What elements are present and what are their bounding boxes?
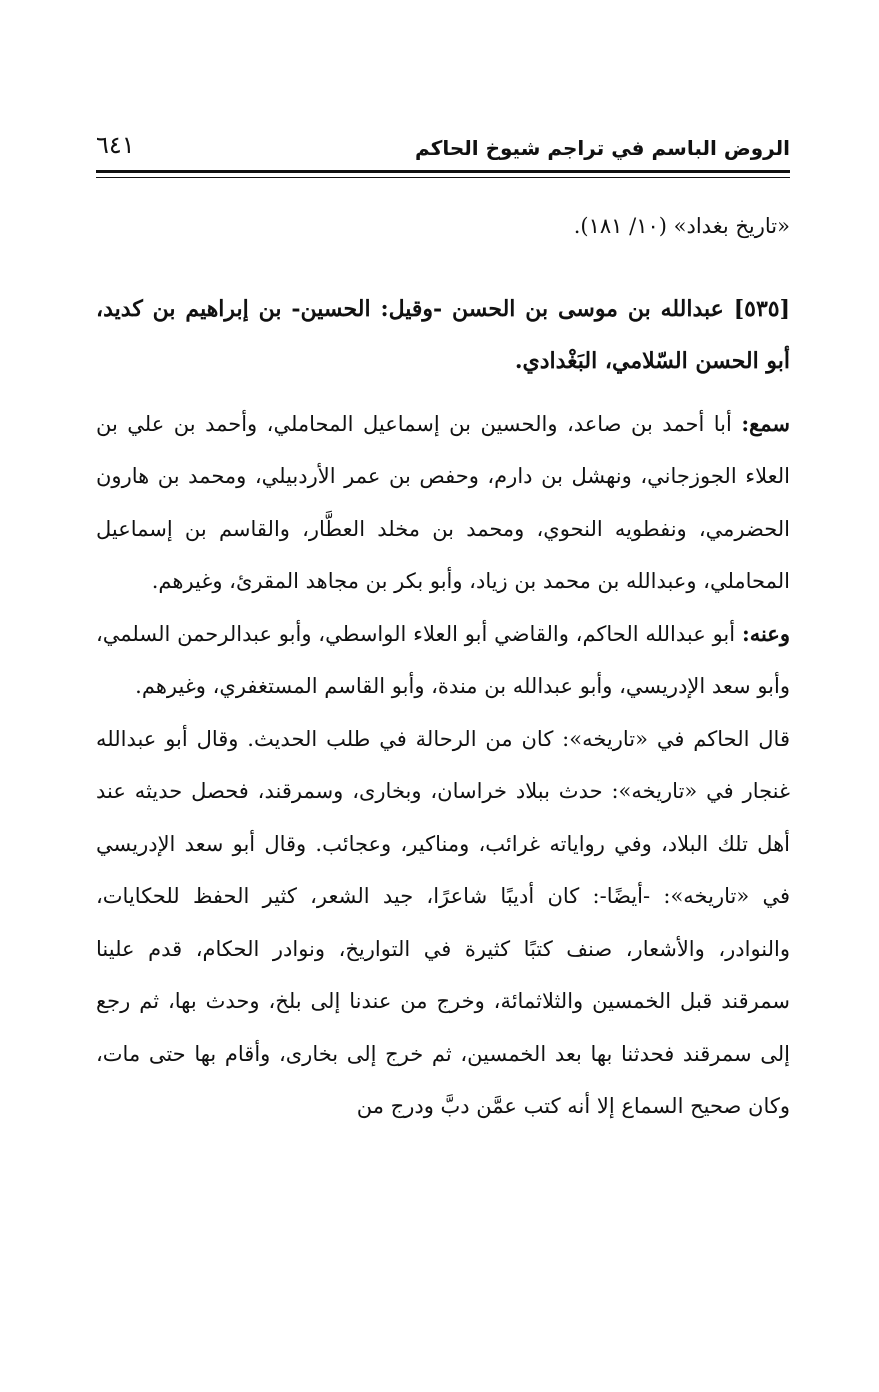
assessment-text: قال الحاكم في «تاريخه»: كان من الرحالة في طلب الحديث. وقال أبو عبدالله غنجار في «تاريخه»: حدث ببلاد خراسان، وبخارى، وسمرقند، فحصل حديثه عند أهل تلك البلاد، وفي رواياته غرائب، ومناكير، وعجائب. وقال أبو سعد الإدريسي في «تاريخه»: -أيضًا-: كان أديبًا شاعرًا، جيد الشعر، كثير الحفظ للحكايات، والنوادر، والأشعار، صنف كتبًا كثيرة في التواريخ، ونوادر الحكام، قدم علينا سمرقند قبل الخمسين والثلاثمائة، وخرج من عندنا إلى بلخ، وحدث بها، ثم رجع إلى سمرقند فحدثنا بها بعد الخمسين، ثم خرج إلى بخارى، وأقام بها حتى مات، وكان صحيح السماع إلا أنه كتب عمَّن دبَّ ودرج من bbox=[96, 726, 790, 1118]
entry-title: عبدالله بن موسى بن الحسن -وقيل: الحسين- بن إبراهيم بن كديد، أبو الحسن السّلامي، البَغْدادي. bbox=[96, 295, 790, 374]
entry-heading bbox=[96, 283, 790, 388]
entry-number: [٥٣٥] bbox=[733, 295, 790, 322]
heard-label: سمع: bbox=[741, 410, 790, 436]
book-page bbox=[96, 0, 790, 1392]
page-number: ٦٤١ bbox=[96, 131, 135, 159]
narrators-paragraph bbox=[96, 608, 790, 713]
heard-text: أبا أحمد بن صاعد، والحسين بن إسماعيل المحاملي، وأحمد بن علي بن العلاء الجوزجاني، ونهشل بن دارم، وحفص بن عمر الأردبيلي، ومحمد بن هارون الحضرمي، ونفطويه النحوي، ومحمد بن مخلد العطَّار، والقاسم بن إسماعيل المحاملي، وعبدالله بن محمد بن زياد، وأبو بكر بن مجاهد المقرئ، وغيرهم. bbox=[96, 411, 790, 593]
source-reference: «تاريخ بغداد» (١٠/ ١٨١). bbox=[573, 214, 790, 238]
running-title: الروض الباسم في تراجم شيوخ الحاكم bbox=[415, 136, 790, 160]
page-header bbox=[96, 128, 790, 168]
assessment-paragraph bbox=[96, 713, 790, 1133]
header-rule bbox=[96, 170, 790, 173]
header-rule-thin bbox=[96, 177, 790, 178]
heard-from-paragraph bbox=[96, 398, 790, 608]
from-him-label: وعنه: bbox=[741, 620, 790, 646]
page-body bbox=[96, 200, 790, 1133]
from-him-text: أبو عبدالله الحاكم، والقاضي أبو العلاء الواسطي، وأبو عبدالرحمن السلمي، وأبو سعد الإدريسي، وأبو عبدالله بن مندة، وأبو القاسم المستغفري، وغيرهم. bbox=[96, 621, 790, 698]
